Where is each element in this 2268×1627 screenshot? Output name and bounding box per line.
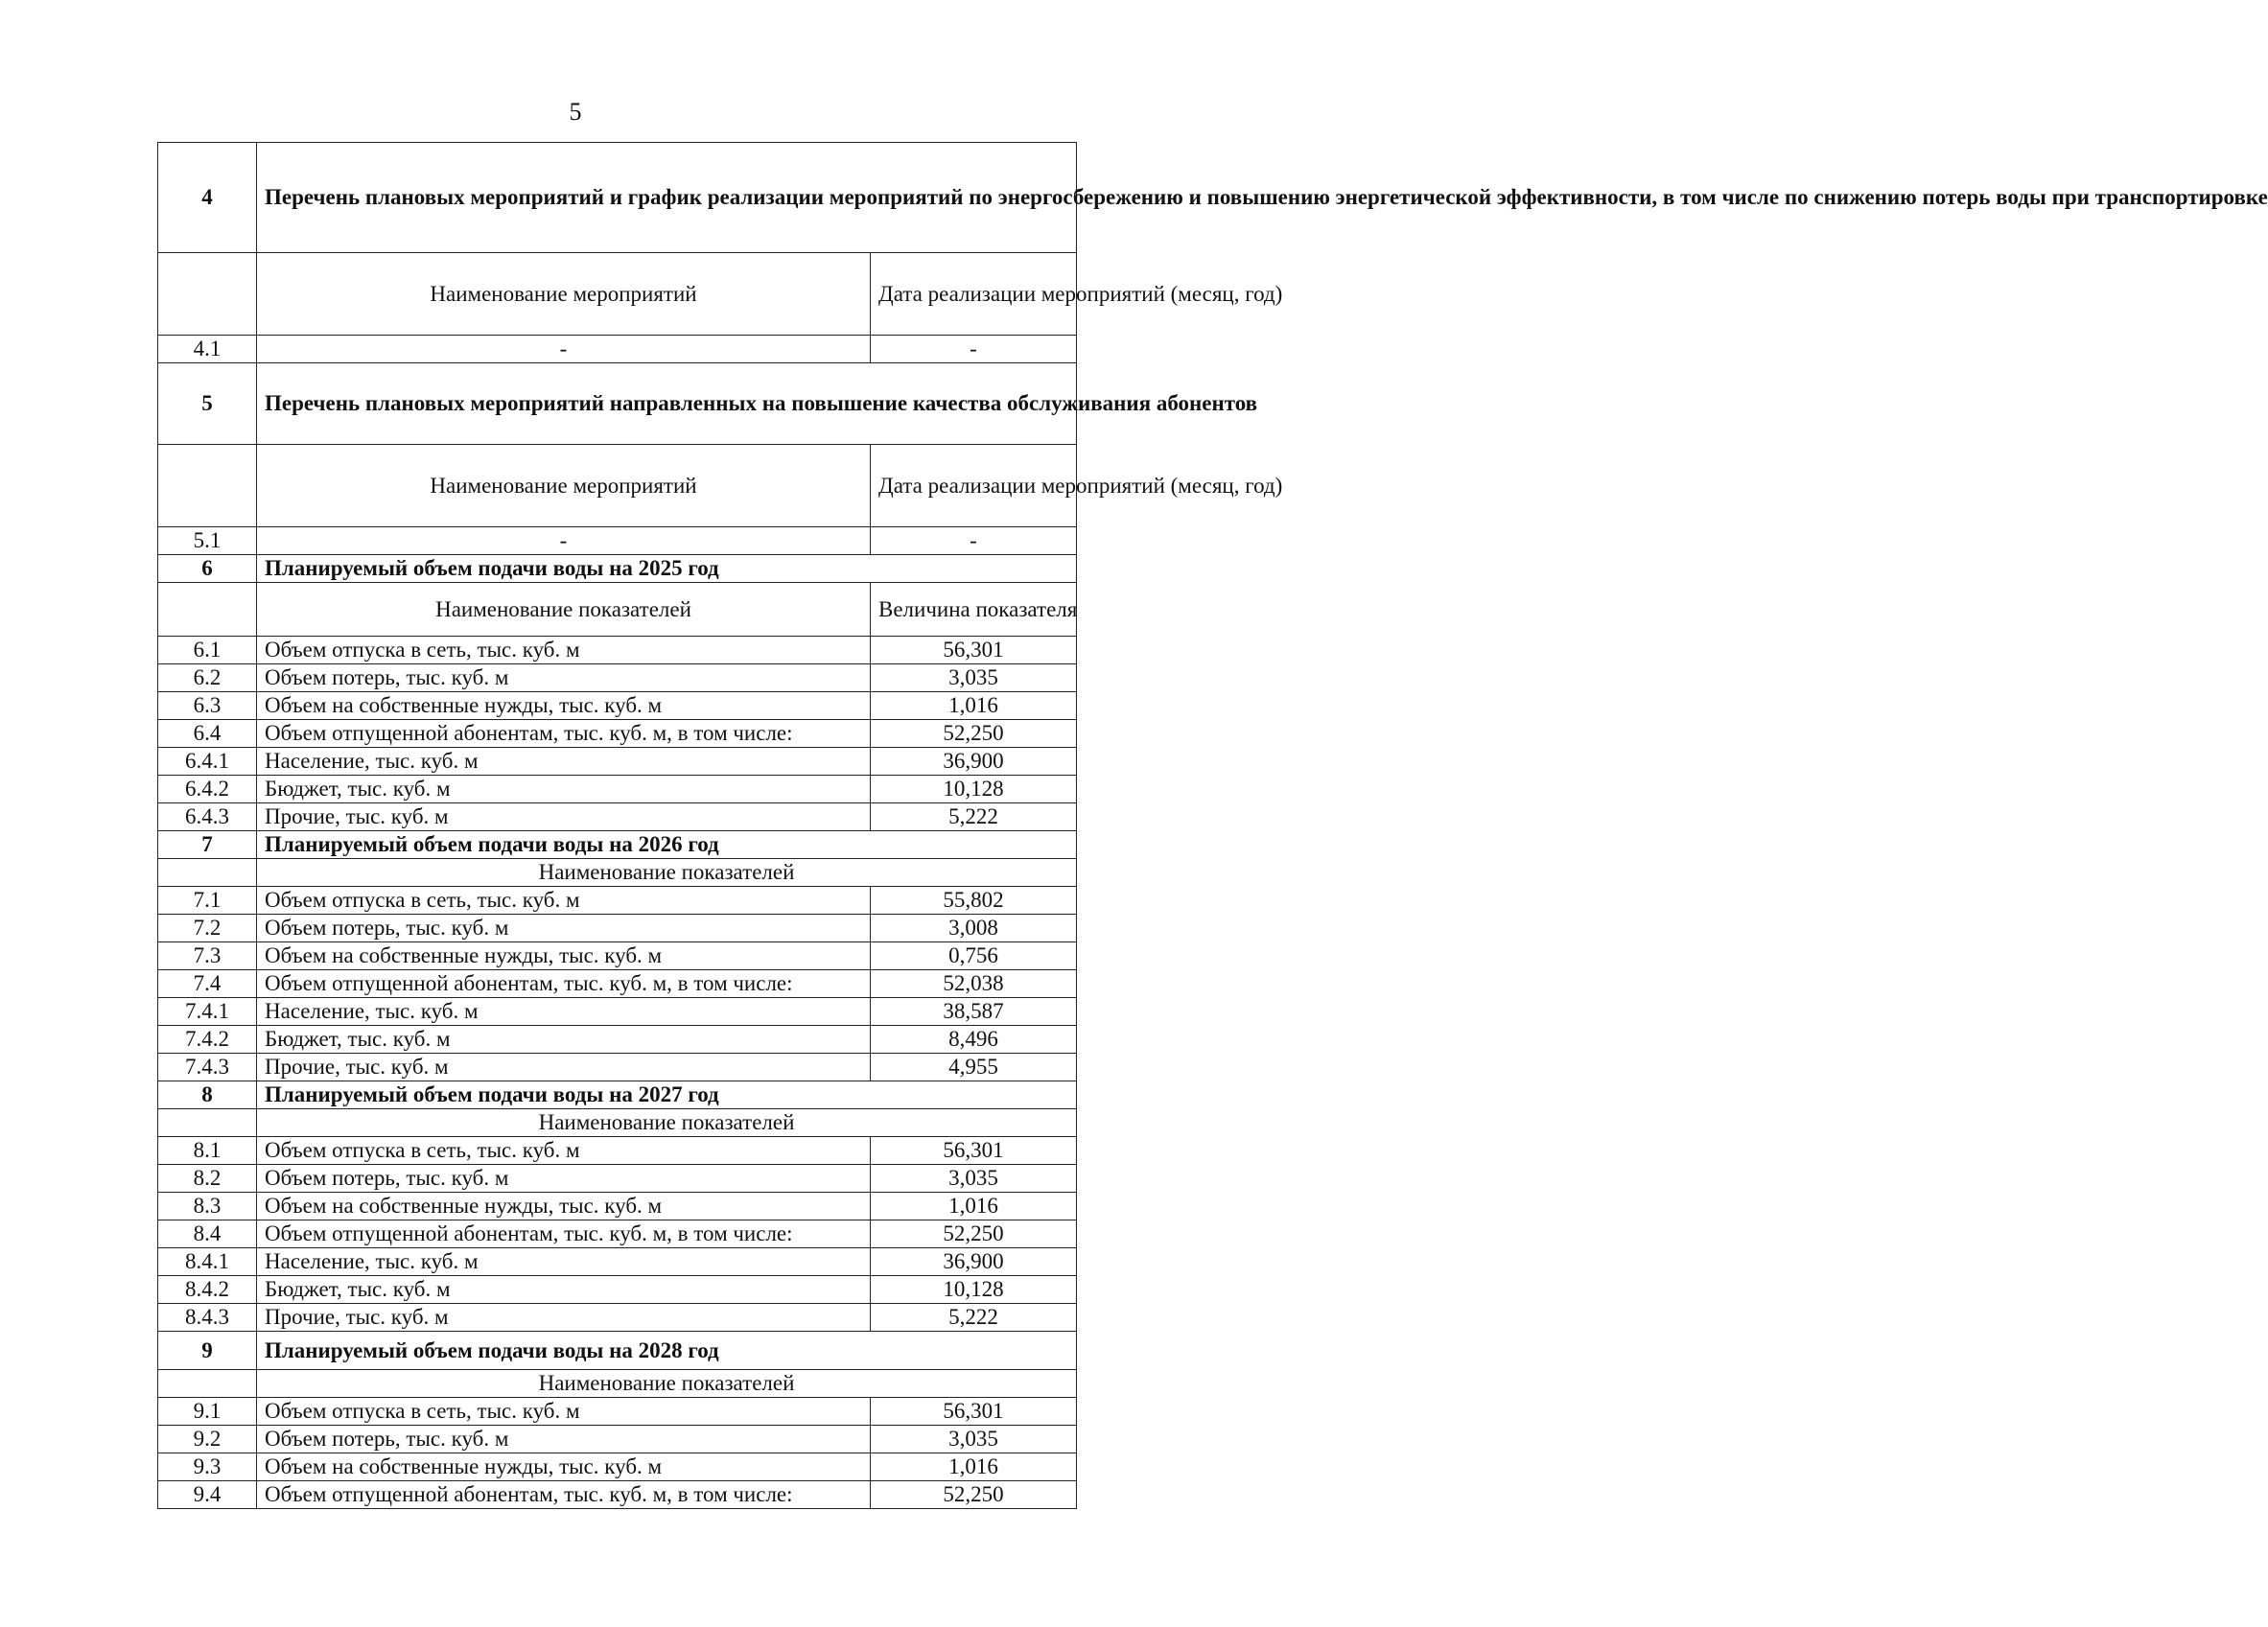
row-value: 52,250 <box>871 720 1077 748</box>
table-row <box>158 942 1077 970</box>
section-4-column-header <box>158 253 1077 336</box>
table-row <box>158 1220 1077 1248</box>
section-6-column-header <box>158 583 1077 637</box>
section-title: Перечень плановых мероприятий направленных на повышение качества обслуживания абонентов <box>257 363 1077 445</box>
row-name: Объем потерь, тыс. куб. м <box>257 915 871 942</box>
row-name: Прочие, тыс. куб. м <box>257 1054 871 1081</box>
row-value: 4,955 <box>871 1054 1077 1081</box>
row-value: 3,008 <box>871 915 1077 942</box>
row-value: 1,016 <box>871 1193 1077 1220</box>
table-row <box>158 803 1077 831</box>
row-name: Объем отпущенной абонентам, тыс. куб. м, в том числе: <box>257 970 871 998</box>
table-row <box>158 1054 1077 1081</box>
row-name: Население, тыс. куб. м <box>257 748 871 776</box>
row-value: 36,900 <box>871 1248 1077 1276</box>
row-number: 6.4.3 <box>158 803 257 831</box>
row-number: 9.2 <box>158 1426 257 1453</box>
table-row <box>158 1276 1077 1304</box>
row-number: 7.4.2 <box>158 1026 257 1054</box>
table-row <box>158 970 1077 998</box>
section-title: Планируемый объем подачи воды на 2026 год <box>257 831 1077 859</box>
column-header-name: Наименование показателей <box>257 1109 1077 1137</box>
row-name: - <box>257 336 871 363</box>
row-number: 5.1 <box>158 527 257 555</box>
section-9-header <box>158 1332 1077 1370</box>
table-row <box>158 1248 1077 1276</box>
page-number: 5 <box>569 98 582 126</box>
table-row <box>158 748 1077 776</box>
column-header-date: Дата реализации мероприятий (месяц, год) <box>871 253 1077 336</box>
column-header-value: Величина показателя <box>871 583 1077 637</box>
row-value: - <box>871 527 1077 555</box>
table-row <box>158 1481 1077 1509</box>
row-value: 56,301 <box>871 1398 1077 1426</box>
section-number: 9 <box>158 1332 257 1370</box>
row-number: 9.1 <box>158 1398 257 1426</box>
plan-table <box>157 142 2268 1509</box>
row-value: 56,301 <box>871 1137 1077 1165</box>
table-row <box>158 637 1077 664</box>
row-name: Объем потерь, тыс. куб. м <box>257 1426 871 1453</box>
column-header-name: Наименование показателей <box>257 583 871 637</box>
row-name: Бюджет, тыс. куб. м <box>257 776 871 803</box>
row-value: 0,756 <box>871 942 1077 970</box>
row-value: 55,802 <box>871 887 1077 915</box>
table-row <box>158 1193 1077 1220</box>
section-8-header <box>158 1081 1077 1109</box>
row-number: 8.3 <box>158 1193 257 1220</box>
row-value: 3,035 <box>871 664 1077 692</box>
row-name: Объем отпущенной абонентам, тыс. куб. м, в том числе: <box>257 720 871 748</box>
section-number: 5 <box>158 363 257 445</box>
row-value: 56,301 <box>871 637 1077 664</box>
row-number: 7.2 <box>158 915 257 942</box>
row-name: Объем потерь, тыс. куб. м <box>257 664 871 692</box>
row-value: - <box>871 336 1077 363</box>
section-9-column-header <box>158 1370 1077 1398</box>
row-name: Объем потерь, тыс. куб. м <box>257 1165 871 1193</box>
row-number: 7.4.1 <box>158 998 257 1026</box>
table-row <box>158 1398 1077 1426</box>
column-header-name: Наименование показателей <box>257 1370 1077 1398</box>
table-row <box>158 915 1077 942</box>
table-row <box>158 887 1077 915</box>
section-number: 7 <box>158 831 257 859</box>
row-name: Бюджет, тыс. куб. м <box>257 1026 871 1054</box>
section-title: Планируемый объем подачи воды на 2028 год <box>257 1332 1077 1370</box>
row-name: Объем отпущенной абонентам, тыс. куб. м, в том числе: <box>257 1220 871 1248</box>
column-header-name: Наименование мероприятий <box>257 253 871 336</box>
row-name: Объем на собственные нужды, тыс. куб. м <box>257 942 871 970</box>
row-value: 8,496 <box>871 1026 1077 1054</box>
section-8-column-header <box>158 1109 1077 1137</box>
table-row <box>158 998 1077 1026</box>
row-number: 7.3 <box>158 942 257 970</box>
table-row <box>158 1165 1077 1193</box>
row-name: Объем отпуска в сеть, тыс. куб. м <box>257 1398 871 1426</box>
section-6-header <box>158 555 1077 583</box>
row-name: Прочие, тыс. куб. м <box>257 803 871 831</box>
row-value: 1,016 <box>871 1453 1077 1481</box>
section-title: Перечень плановых мероприятий и график реализации мероприятий по энергосбережению и повышению энергетической эффективности, в том числе по снижению потерь воды при транспортировке <box>257 143 1077 253</box>
table-row <box>158 336 1077 363</box>
row-name: Объем на собственные нужды, тыс. куб. м <box>257 1193 871 1220</box>
row-number: 8.4 <box>158 1220 257 1248</box>
row-number: 8.2 <box>158 1165 257 1193</box>
row-name: Население, тыс. куб. м <box>257 1248 871 1276</box>
row-value: 38,587 <box>871 998 1077 1026</box>
table-row <box>158 720 1077 748</box>
row-name: - <box>257 527 871 555</box>
table-row <box>158 776 1077 803</box>
row-value: 1,016 <box>871 692 1077 720</box>
row-number: 7.4.3 <box>158 1054 257 1081</box>
row-number: 7.1 <box>158 887 257 915</box>
section-7-header <box>158 831 1077 859</box>
row-name: Объем отпущенной абонентам, тыс. куб. м, в том числе: <box>257 1481 871 1509</box>
table-row <box>158 664 1077 692</box>
section-5-header <box>158 363 1077 445</box>
row-number: 9.4 <box>158 1481 257 1509</box>
table-row <box>158 1304 1077 1332</box>
row-number: 6.1 <box>158 637 257 664</box>
row-name: Объем на собственные нужды, тыс. куб. м <box>257 1453 871 1481</box>
table-row <box>158 1026 1077 1054</box>
row-value: 10,128 <box>871 1276 1077 1304</box>
column-header-date: Дата реализации мероприятий (месяц, год) <box>871 445 1077 527</box>
row-name: Объем на собственные нужды, тыс. куб. м <box>257 692 871 720</box>
section-number: 4 <box>158 143 257 253</box>
row-number: 6.4 <box>158 720 257 748</box>
row-value: 10,128 <box>871 776 1077 803</box>
section-4-header <box>158 143 1077 253</box>
section-title: Планируемый объем подачи воды на 2027 год <box>257 1081 1077 1109</box>
row-name: Объем отпуска в сеть, тыс. куб. м <box>257 637 871 664</box>
row-number: 8.1 <box>158 1137 257 1165</box>
row-value: 52,038 <box>871 970 1077 998</box>
section-7-column-header <box>158 859 1077 887</box>
table-row <box>158 1137 1077 1165</box>
row-number: 9.3 <box>158 1453 257 1481</box>
row-number: 8.4.2 <box>158 1276 257 1304</box>
row-number: 6.4.2 <box>158 776 257 803</box>
table-row <box>158 692 1077 720</box>
column-header-name: Наименование показателей <box>257 859 1077 887</box>
section-5-column-header <box>158 445 1077 527</box>
row-value: 3,035 <box>871 1426 1077 1453</box>
row-number: 6.4.1 <box>158 748 257 776</box>
row-number: 7.4 <box>158 970 257 998</box>
row-number: 8.4.3 <box>158 1304 257 1332</box>
row-value: 5,222 <box>871 803 1077 831</box>
row-number: 4.1 <box>158 336 257 363</box>
table-row <box>158 1426 1077 1453</box>
row-name: Объем отпуска в сеть, тыс. куб. м <box>257 1137 871 1165</box>
row-value: 52,250 <box>871 1220 1077 1248</box>
row-name: Бюджет, тыс. куб. м <box>257 1276 871 1304</box>
table-row <box>158 1453 1077 1481</box>
row-name: Объем отпуска в сеть, тыс. куб. м <box>257 887 871 915</box>
column-header-name: Наименование мероприятий <box>257 445 871 527</box>
row-number: 8.4.1 <box>158 1248 257 1276</box>
section-number: 8 <box>158 1081 257 1109</box>
row-value: 3,035 <box>871 1165 1077 1193</box>
row-value: 36,900 <box>871 748 1077 776</box>
row-name: Прочие, тыс. куб. м <box>257 1304 871 1332</box>
row-value: 5,222 <box>871 1304 1077 1332</box>
row-name: Население, тыс. куб. м <box>257 998 871 1026</box>
row-number: 6.2 <box>158 664 257 692</box>
section-number: 6 <box>158 555 257 583</box>
row-number: 6.3 <box>158 692 257 720</box>
row-value: 52,250 <box>871 1481 1077 1509</box>
table-row <box>158 527 1077 555</box>
section-title: Планируемый объем подачи воды на 2025 год <box>257 555 1077 583</box>
